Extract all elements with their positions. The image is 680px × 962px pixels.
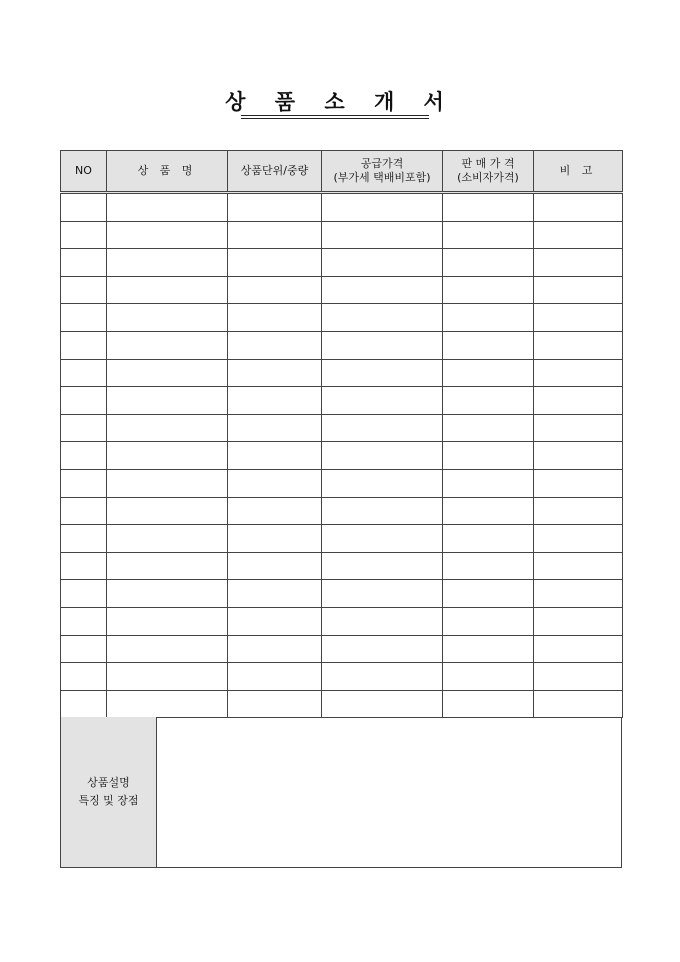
no-cell[interactable]	[61, 552, 107, 580]
table-row	[61, 580, 623, 608]
product-name-cell[interactable]	[107, 690, 228, 718]
no-cell[interactable]	[61, 442, 107, 470]
product-name-cell[interactable]	[107, 331, 228, 359]
remarks-cell[interactable]	[534, 469, 623, 497]
supply-price-cell[interactable]	[322, 276, 443, 304]
retail-price-cell[interactable]	[443, 635, 534, 663]
retail-price-cell[interactable]	[443, 221, 534, 249]
remarks-cell[interactable]	[534, 580, 623, 608]
table-row	[61, 193, 623, 222]
unit-weight-cell[interactable]	[228, 387, 322, 415]
retail-price-cell[interactable]	[443, 193, 534, 222]
header-unit-weight: 상품단위/중량	[228, 151, 322, 193]
retail-price-cell[interactable]	[443, 580, 534, 608]
retail-price-cell[interactable]	[443, 525, 534, 553]
remarks-cell[interactable]	[534, 276, 623, 304]
no-cell[interactable]	[61, 663, 107, 691]
unit-weight-cell[interactable]	[228, 414, 322, 442]
header-supply-price-line2: (부가세 택배비포함)	[333, 171, 431, 184]
no-cell[interactable]	[61, 690, 107, 718]
supply-price-cell[interactable]	[322, 635, 443, 663]
unit-weight-cell[interactable]	[228, 442, 322, 470]
unit-weight-cell[interactable]	[228, 497, 322, 525]
unit-weight-cell[interactable]	[228, 221, 322, 249]
product-name-cell[interactable]	[107, 414, 228, 442]
remarks-cell[interactable]	[534, 442, 623, 470]
unit-weight-cell[interactable]	[228, 552, 322, 580]
supply-price-cell[interactable]	[322, 607, 443, 635]
remarks-cell[interactable]	[534, 497, 623, 525]
supply-price-cell[interactable]	[322, 469, 443, 497]
retail-price-cell[interactable]	[443, 663, 534, 691]
supply-price-cell[interactable]	[322, 414, 443, 442]
table-row	[61, 442, 623, 470]
product-name-cell[interactable]	[107, 607, 228, 635]
unit-weight-cell[interactable]	[228, 276, 322, 304]
retail-price-cell[interactable]	[443, 331, 534, 359]
remarks-cell[interactable]	[534, 387, 623, 415]
unit-weight-cell[interactable]	[228, 635, 322, 663]
table-row	[61, 469, 623, 497]
supply-price-cell[interactable]	[322, 193, 443, 222]
unit-weight-cell[interactable]	[228, 331, 322, 359]
product-table	[60, 150, 623, 718]
retail-price-cell[interactable]	[443, 690, 534, 718]
retail-price-cell[interactable]	[443, 469, 534, 497]
table-row	[61, 607, 623, 635]
table-row	[61, 221, 623, 249]
no-cell[interactable]	[61, 497, 107, 525]
header-retail-price-line1: 판 매 가 격	[461, 157, 515, 170]
supply-price-cell[interactable]	[322, 690, 443, 718]
supply-price-cell[interactable]	[322, 331, 443, 359]
supply-price-cell[interactable]	[322, 359, 443, 387]
product-name-cell[interactable]	[107, 193, 228, 222]
description-body[interactable]	[157, 717, 621, 867]
no-cell[interactable]	[61, 414, 107, 442]
unit-weight-cell[interactable]	[228, 663, 322, 691]
product-name-cell[interactable]	[107, 552, 228, 580]
header-remarks: 비 고	[534, 151, 623, 193]
no-cell[interactable]	[61, 525, 107, 553]
no-cell[interactable]	[61, 276, 107, 304]
header-supply-price	[322, 151, 443, 193]
supply-price-cell[interactable]	[322, 580, 443, 608]
supply-price-cell[interactable]	[322, 387, 443, 415]
table-row	[61, 690, 623, 718]
retail-price-cell[interactable]	[443, 249, 534, 277]
product-name-cell[interactable]	[107, 359, 228, 387]
product-name-cell[interactable]	[107, 497, 228, 525]
remarks-cell[interactable]	[534, 663, 623, 691]
no-cell[interactable]	[61, 580, 107, 608]
title-underline-second	[241, 118, 429, 119]
description-label-line1: 상품설명	[87, 776, 130, 789]
supply-price-cell[interactable]	[322, 221, 443, 249]
description-section	[60, 717, 622, 868]
product-name-cell[interactable]	[107, 304, 228, 332]
table-row	[61, 331, 623, 359]
no-cell[interactable]	[61, 304, 107, 332]
no-cell[interactable]	[61, 387, 107, 415]
table-row	[61, 249, 623, 277]
table-row	[61, 663, 623, 691]
no-cell[interactable]	[61, 193, 107, 222]
retail-price-cell[interactable]	[443, 497, 534, 525]
table-row	[61, 635, 623, 663]
no-cell[interactable]	[61, 607, 107, 635]
retail-price-cell[interactable]	[443, 442, 534, 470]
document-title: 상 품 소 개 서	[225, 89, 455, 114]
table-row	[61, 387, 623, 415]
no-cell[interactable]	[61, 331, 107, 359]
no-cell[interactable]	[61, 249, 107, 277]
remarks-cell[interactable]	[534, 552, 623, 580]
remarks-cell[interactable]	[534, 690, 623, 718]
unit-weight-cell[interactable]	[228, 469, 322, 497]
title-underline	[241, 115, 429, 116]
remarks-cell[interactable]	[534, 359, 623, 387]
table-row	[61, 497, 623, 525]
unit-weight-cell[interactable]	[228, 525, 322, 553]
retail-price-cell[interactable]	[443, 607, 534, 635]
unit-weight-cell[interactable]	[228, 193, 322, 222]
header-retail-price-line2: (소비자가격)	[457, 171, 519, 184]
retail-price-cell[interactable]	[443, 276, 534, 304]
supply-price-cell[interactable]	[322, 249, 443, 277]
product-name-cell[interactable]	[107, 249, 228, 277]
supply-price-cell[interactable]	[322, 304, 443, 332]
header-no: NO	[61, 151, 107, 193]
no-cell[interactable]	[61, 469, 107, 497]
supply-price-cell[interactable]	[322, 497, 443, 525]
no-cell[interactable]	[61, 221, 107, 249]
retail-price-cell[interactable]	[443, 414, 534, 442]
retail-price-cell[interactable]	[443, 359, 534, 387]
table-row	[61, 552, 623, 580]
unit-weight-cell[interactable]	[228, 690, 322, 718]
supply-price-cell[interactable]	[322, 663, 443, 691]
remarks-cell[interactable]	[534, 193, 623, 222]
table-row	[61, 414, 623, 442]
remarks-cell[interactable]	[534, 221, 623, 249]
header-retail-price	[443, 151, 534, 193]
product-name-cell[interactable]	[107, 635, 228, 663]
unit-weight-cell[interactable]	[228, 359, 322, 387]
remarks-cell[interactable]	[534, 525, 623, 553]
description-label	[61, 717, 157, 867]
header-row	[61, 151, 623, 193]
unit-weight-cell[interactable]	[228, 607, 322, 635]
product-name-cell[interactable]	[107, 663, 228, 691]
remarks-cell[interactable]	[534, 414, 623, 442]
remarks-cell[interactable]	[534, 304, 623, 332]
remarks-cell[interactable]	[534, 331, 623, 359]
table-row	[61, 276, 623, 304]
retail-price-cell[interactable]	[443, 304, 534, 332]
unit-weight-cell[interactable]	[228, 580, 322, 608]
retail-price-cell[interactable]	[443, 387, 534, 415]
table-row	[61, 359, 623, 387]
remarks-cell[interactable]	[534, 249, 623, 277]
no-cell[interactable]	[61, 359, 107, 387]
no-cell[interactable]	[61, 635, 107, 663]
product-name-cell[interactable]	[107, 525, 228, 553]
header-product-name: 상 품 명	[107, 151, 228, 193]
unit-weight-cell[interactable]	[228, 304, 322, 332]
supply-price-cell[interactable]	[322, 525, 443, 553]
header-supply-price-line1: 공급가격	[360, 157, 404, 170]
table-row	[61, 525, 623, 553]
product-name-cell[interactable]	[107, 442, 228, 470]
remarks-cell[interactable]	[534, 607, 623, 635]
product-name-cell[interactable]	[107, 221, 228, 249]
table-row	[61, 304, 623, 332]
remarks-cell[interactable]	[534, 635, 623, 663]
product-name-cell[interactable]	[107, 276, 228, 304]
supply-price-cell[interactable]	[322, 442, 443, 470]
retail-price-cell[interactable]	[443, 552, 534, 580]
unit-weight-cell[interactable]	[228, 249, 322, 277]
supply-price-cell[interactable]	[322, 552, 443, 580]
product-name-cell[interactable]	[107, 387, 228, 415]
product-name-cell[interactable]	[107, 469, 228, 497]
product-name-cell[interactable]	[107, 580, 228, 608]
description-label-line2: 특징 및 장점	[78, 794, 139, 807]
